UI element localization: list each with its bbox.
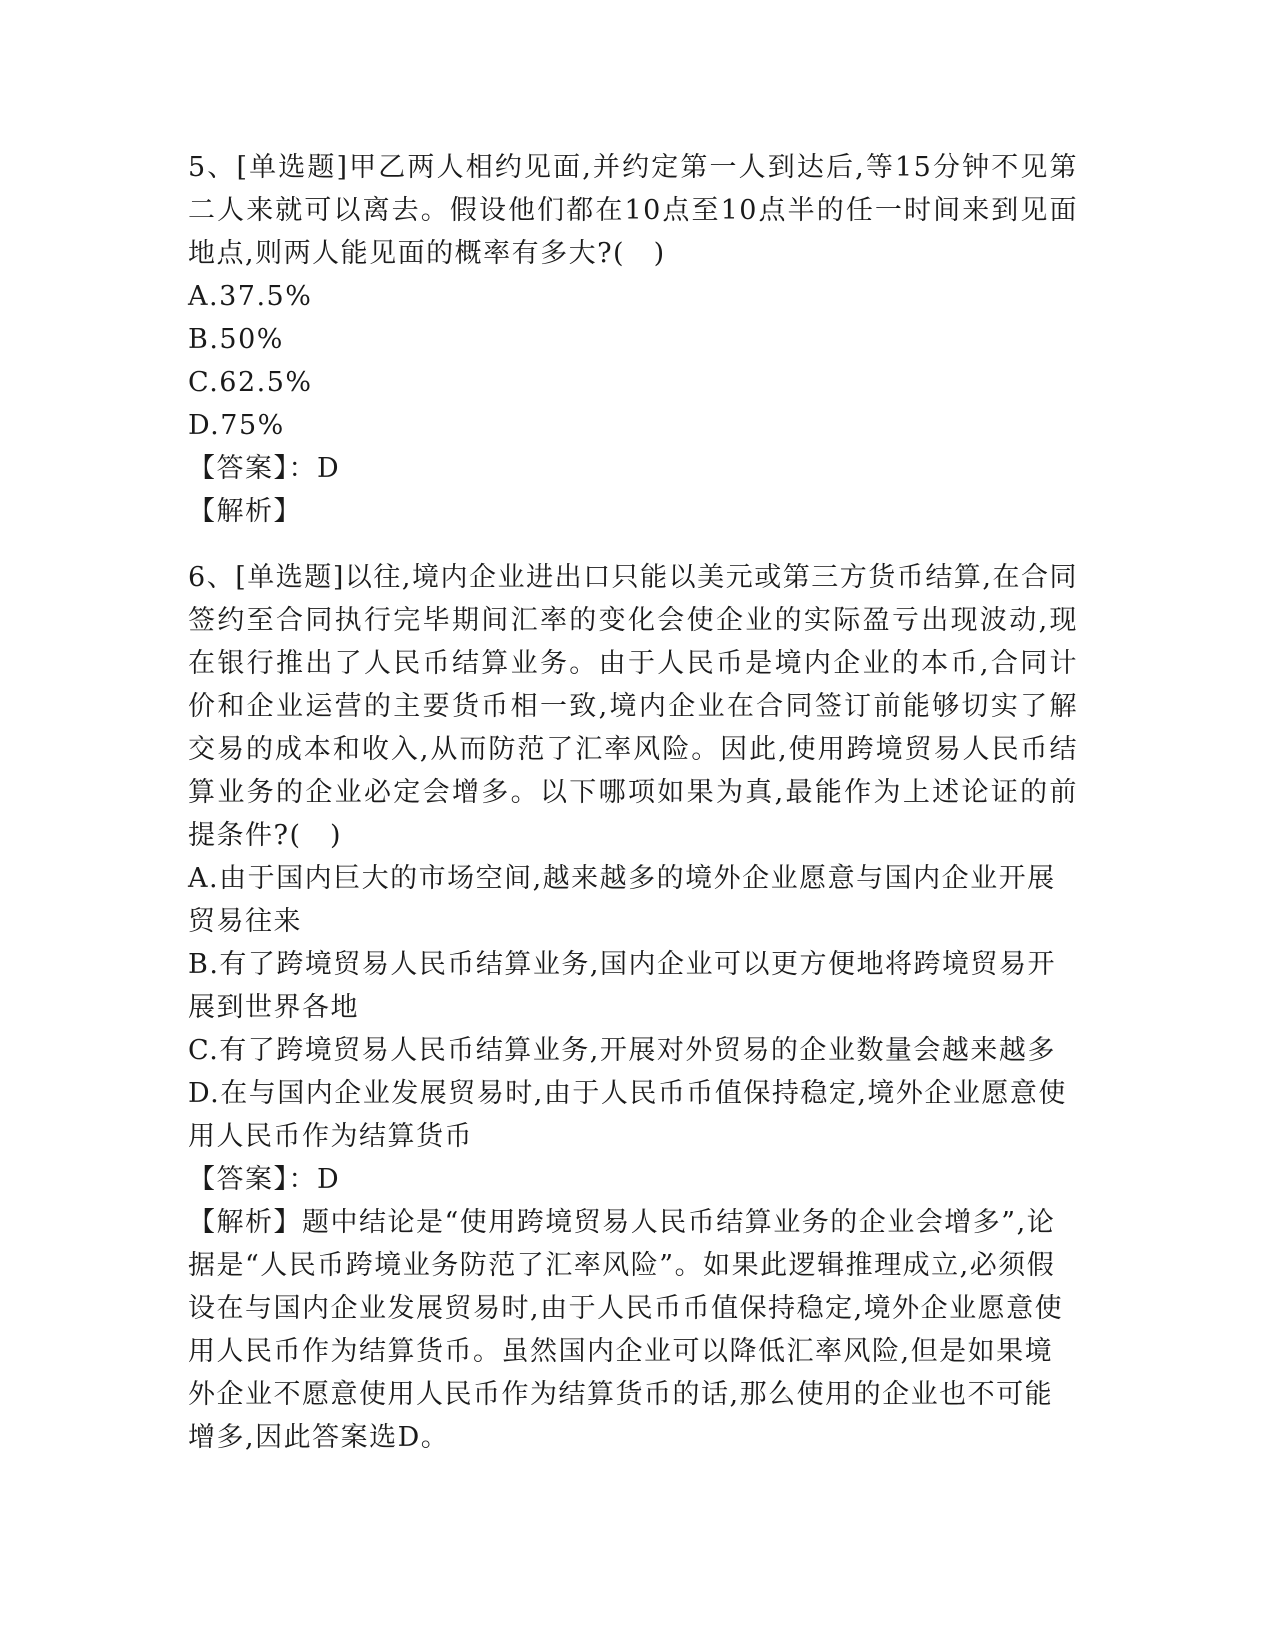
answer-value: D: [317, 453, 341, 484]
analysis-text: 题中结论是“使用跨境贸易人民币结算业务的企业会增多”,论据是“人民币跨境业务防范了汇率风险”。如果此逻辑推理成立,必须假设在与国内企业发展贸易时,由于人民币币值保持稳定,境外企业愿意使用人民币作为结算货币。虽然国内企业可以降低汇率风险,但是如果境外企业不愿意使用人民币作为结算货币的话,那么使用的企业也不可能增多,因此答案选D。: [188, 1207, 1064, 1453]
question-6: [188, 556, 1078, 1459]
option-b: B.有了跨境贸易人民币结算业务,国内企业可以更方便地将跨境贸易开展到世界各地: [188, 949, 1057, 1023]
answer-label: 【答案】：: [188, 453, 317, 484]
document-content: [188, 146, 1078, 1459]
option-a: A.37.5%: [188, 281, 313, 312]
analysis-line: [188, 490, 1078, 533]
answer-label: 【答案】：: [188, 1164, 317, 1195]
analysis-label: 【解析】: [188, 1207, 302, 1238]
answer-value: D: [317, 1164, 341, 1195]
answer-line: [188, 1158, 1078, 1201]
analysis-line: [188, 1201, 1078, 1459]
option-d: D.75%: [188, 410, 285, 441]
analysis-label: 【解析】: [188, 496, 302, 527]
answer-line: [188, 447, 1078, 490]
question-stem: 5、[单选题]甲乙两人相约见面,并约定第一人到达后,等15分钟不见第二人来就可以离去。假设他们都在10点至10点半的任一时间来到见面地点,则两人能见面的概率有多大?( ): [188, 152, 1078, 269]
question-stem: 6、[单选题]以往,境内企业进出口只能以美元或第三方货币结算,在合同签约至合同执行完毕期间汇率的变化会使企业的实际盈亏出现波动,现在银行推出了人民币结算业务。由于人民币是境内企业的本币,合同计价和企业运营的主要货币相一致,境内企业在合同签订前能够切实了解交易的成本和收入,从而防范了汇率风险。因此,使用跨境贸易人民币结算业务的企业必定会增多。以下哪项如果为真,最能作为上述论证的前提条件?( ): [188, 562, 1078, 851]
option-b: B.50%: [188, 324, 284, 355]
option-a: A.由于国内巨大的市场空间,越来越多的境外企业愿意与国内企业开展贸易往来: [188, 863, 1056, 937]
option-c: C.有了跨境贸易人民币结算业务,开展对外贸易的企业数量会越来越多: [188, 1035, 1056, 1066]
option-d: D.在与国内企业发展贸易时,由于人民币币值保持稳定,境外企业愿意使用人民币作为结算货币: [188, 1078, 1067, 1152]
option-c: C.62.5%: [188, 367, 313, 398]
question-5: [188, 146, 1078, 533]
